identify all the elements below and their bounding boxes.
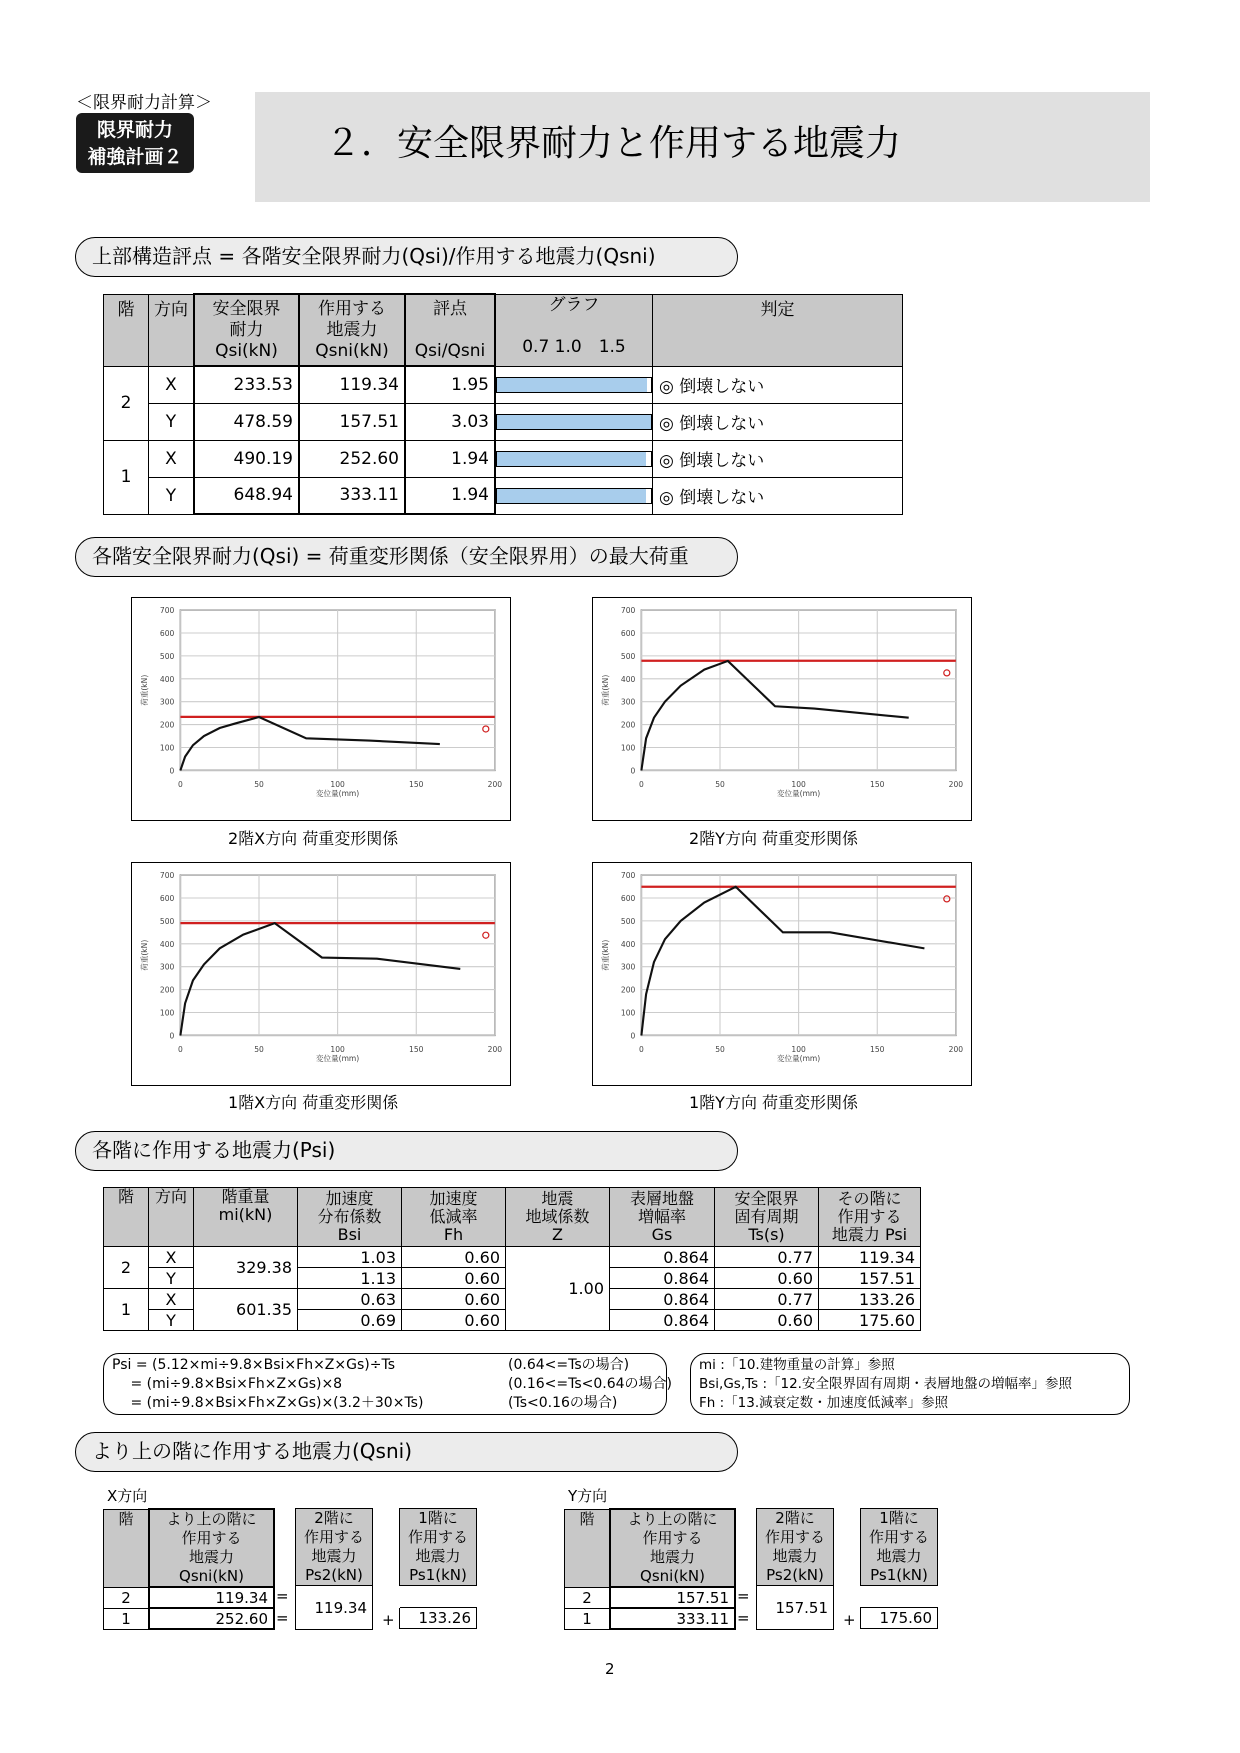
psi-formula: Psi = (5.12×mi÷9.8×Bsi×Fh×Z×Gs)÷Ts (0.64<=Tsの場合) = (mi÷9.8×Bsi×Fh×Z×Gs)×8 (0.16<=Ts<0.64の場合) = (mi÷9.8×Bsi×Fh×Z×Gs)×(3.2＋30×Ts) (Ts<0.16の場合) [103, 1353, 667, 1415]
table-row: Y 478.59 157.51 3.03 ◎ 倒壊しない [104, 403, 903, 440]
table-row: 2 119.34 [104, 1587, 275, 1608]
score-bar-fill [497, 378, 647, 392]
y-axis-label: 荷重(kN) [140, 674, 150, 706]
badge-line1: 限界耐力 [96, 119, 173, 141]
y-tick-label: 200 [620, 720, 636, 730]
x-tick-label: 100 [330, 780, 345, 789]
reference-notes: mi :「10.建物重量の計算」参照 Bsi,Gs,Ts :「12.安全限界固有周期・表層地盤の増幅率」参照 Fh :「13.減衰定数・加速度低減率」参照 [690, 1353, 1130, 1415]
y-axis-label: 荷重(kN) [601, 939, 611, 971]
y-tick-label: 400 [620, 674, 636, 684]
y-tick-label: 100 [159, 1008, 175, 1018]
y-tick-label: 200 [159, 720, 175, 730]
y-tick-label: 700 [620, 871, 636, 881]
chart-2x [131, 597, 511, 821]
x-tick-label: 0 [177, 1045, 183, 1054]
judge-cell: ◎ 倒壊しない [653, 477, 903, 514]
chart-1x-svg [132, 863, 510, 1085]
ps1-y-table: 1階に 作用する 地震力 Ps1(kN) 175.60 [860, 1508, 938, 1629]
y-tick-label: 0 [630, 1031, 636, 1041]
y-tick-label: 400 [159, 674, 175, 684]
y-tick-label: 600 [620, 629, 636, 639]
floor-cell: 1 [104, 440, 149, 514]
x-tick-label: 50 [715, 780, 725, 789]
chart-2x-svg [132, 598, 510, 820]
y-tick-label: 100 [620, 743, 636, 753]
x-tick-label: 150 [870, 780, 885, 789]
plan-badge [76, 113, 194, 173]
score-table [103, 293, 903, 515]
y-tick-label: 700 [159, 871, 175, 881]
y-tick-label: 700 [620, 606, 636, 616]
table-row: 1 X 601.35 0.63 0.60 0.864 0.77 133.26 [104, 1289, 921, 1310]
ps1-x-table: 1階に 作用する 地震力 Ps1(kN) 133.26 [399, 1508, 477, 1629]
y-tick-label: 400 [620, 939, 636, 949]
y-tick-label: 500 [620, 651, 636, 661]
y-tick-label: 300 [620, 962, 636, 972]
score-bar [495, 440, 653, 477]
badge-line2: 補強計画２ [87, 146, 183, 168]
x-axis-label: 変位量(mm) [316, 789, 360, 799]
col-qsni: 作用する 地震力 Qsni(kN) [299, 294, 405, 366]
table-row: Y 0.69 0.60 0.864 0.60 175.60 [104, 1310, 921, 1331]
x-tick-label: 150 [409, 780, 424, 789]
x-direction-label: X方向 [107, 1487, 148, 1505]
z-cell: 1.00 [506, 1247, 610, 1331]
floor-cell: 2 [104, 366, 149, 440]
y-tick-label: 100 [159, 743, 175, 753]
chart-1x [131, 862, 511, 1086]
score-bar [495, 403, 653, 440]
x-tick-label: 100 [791, 1045, 806, 1054]
chart-caption: 1階X方向 荷重変形関係 [228, 1093, 399, 1112]
y-tick-label: 500 [159, 916, 175, 926]
chart-1y-svg [593, 863, 971, 1085]
y-tick-label: 600 [159, 894, 175, 904]
x-tick-label: 0 [177, 780, 183, 789]
col-floor: 階 [104, 294, 149, 366]
score-bar [495, 366, 653, 403]
x-tick-label: 200 [948, 780, 964, 789]
x-axis-label: 変位量(mm) [777, 1054, 821, 1064]
y-tick-label: 0 [169, 1031, 175, 1041]
y-tick-label: 0 [169, 766, 175, 776]
section4-heading: より上の階に作用する地震力(Qsni) [75, 1432, 738, 1472]
y-tick-label: 400 [159, 939, 175, 949]
x-tick-label: 150 [870, 1045, 885, 1054]
x-tick-label: 100 [330, 1045, 345, 1054]
y-tick-label: 200 [620, 985, 636, 995]
y-tick-label: 300 [159, 962, 175, 972]
x-tick-label: 50 [254, 780, 264, 789]
x-tick-label: 0 [638, 1045, 644, 1054]
table-row: Y 648.94 333.11 1.94 ◎ 倒壊しない [104, 477, 903, 514]
table-row: 1 X 490.19 252.60 1.94 ◎ 倒壊しない [104, 440, 903, 477]
x-tick-label: 200 [948, 1045, 964, 1054]
x-tick-label: 100 [791, 780, 806, 789]
col-qsi: 安全限界 耐力 Qsi(kN) [194, 294, 299, 366]
chart-2y [592, 597, 972, 821]
qsni-x-table: 階 より上の階に 作用する 地震力 Qsni(kN) 2 119.34 1 252.60 [103, 1508, 275, 1630]
y-tick-label: 100 [620, 1008, 636, 1018]
y-axis-label: 荷重(kN) [140, 939, 150, 971]
score-bar [495, 477, 653, 514]
score-bar-fill [497, 452, 646, 466]
x-tick-label: 150 [409, 1045, 424, 1054]
judge-cell: ◎ 倒壊しない [653, 403, 903, 440]
y-direction-label: Y方向 [568, 1487, 608, 1505]
psi-table: 階 方向 階重量 mi(kN) 加速度 分布係数 Bsi 加速度 低減率 Fh 地震 地域係数 Z 表層地盤 増幅率 Gs 安全限界 固有周期 Ts(s) その階に 作用する 地震力 Psi 2 X 329.38 1.03 0.60 1.00 0.864 0.77 119.34 Y 1.13 0.60 0.864 0.60 157.51 1 X 601.35 0.63 0.60 0.864 0.77 133.26 Y 0.69 0.60 0.864 0.60 175.60 [103, 1187, 921, 1331]
y-tick-label: 700 [159, 606, 175, 616]
chart-caption: 1階Y方向 荷重変形関係 [689, 1093, 859, 1112]
y-axis-label: 荷重(kN) [601, 674, 611, 706]
graph-ticks: 0.7 1.0 1.5 [522, 336, 626, 357]
score-bar-fill [497, 415, 651, 429]
score-bar-fill [497, 489, 646, 503]
chart-caption: 2階X方向 荷重変形関係 [228, 829, 399, 848]
y-tick-label: 200 [159, 985, 175, 995]
col-graph: グラフ 0.7 1.0 1.5 [495, 294, 653, 366]
table-row: 2 157.51 [565, 1587, 736, 1608]
chart-caption: 2階Y方向 荷重変形関係 [689, 829, 859, 848]
y-tick-label: 300 [159, 697, 175, 707]
table-row: 1 252.60 [104, 1608, 275, 1629]
y-tick-label: 600 [620, 894, 636, 904]
table-row: 2 X 233.53 119.34 1.95 ◎ 倒壊しない [104, 366, 903, 403]
y-tick-label: 500 [620, 916, 636, 926]
col-score: 評点 Qsi/Qsni [405, 294, 495, 366]
qsni-y-table: 階 より上の階に 作用する 地震力 Qsni(kN) 2 157.51 1 333.11 [564, 1508, 736, 1630]
y-tick-label: 300 [620, 697, 636, 707]
y-tick-label: 600 [159, 629, 175, 639]
table-row: 2 X 329.38 1.03 0.60 1.00 0.864 0.77 119.34 [104, 1247, 921, 1268]
section1-heading: 上部構造評点 = 各階安全限界耐力(Qsi)/作用する地震力(Qsni) [75, 237, 738, 277]
section3-heading: 各階に作用する地震力(Psi) [75, 1131, 738, 1171]
table-row: Y 1.13 0.60 0.864 0.60 157.51 [104, 1268, 921, 1289]
x-tick-label: 200 [487, 1045, 503, 1054]
col-judge: 判定 [653, 294, 903, 366]
page-number: 2 [605, 1660, 615, 1678]
chart-2y-svg [593, 598, 971, 820]
x-tick-label: 0 [638, 780, 644, 789]
x-axis-label: 変位量(mm) [777, 789, 821, 799]
col-dir: 方向 [149, 294, 195, 366]
table-row: 1 333.11 [565, 1608, 736, 1629]
x-tick-label: 50 [254, 1045, 264, 1054]
x-tick-label: 200 [487, 780, 503, 789]
x-tick-label: 50 [715, 1045, 725, 1054]
y-tick-label: 500 [159, 651, 175, 661]
page-title: ２．安全限界耐力と作用する地震力 [325, 123, 902, 164]
section2-heading: 各階安全限界耐力(Qsi) = 荷重変形関係（安全限界用）の最大荷重 [75, 537, 738, 577]
judge-cell: ◎ 倒壊しない [653, 440, 903, 477]
y-tick-label: 0 [630, 766, 636, 776]
section-label: ＜限界耐力計算＞ [76, 93, 212, 113]
chart-1y [592, 862, 972, 1086]
judge-cell: ◎ 倒壊しない [653, 366, 903, 403]
x-axis-label: 変位量(mm) [316, 1054, 360, 1064]
ps2-x-table: 2階に 作用する 地震力 Ps2(kN) 119.34 [295, 1508, 373, 1630]
ps2-y-table: 2階に 作用する 地震力 Ps2(kN) 157.51 [756, 1508, 834, 1630]
